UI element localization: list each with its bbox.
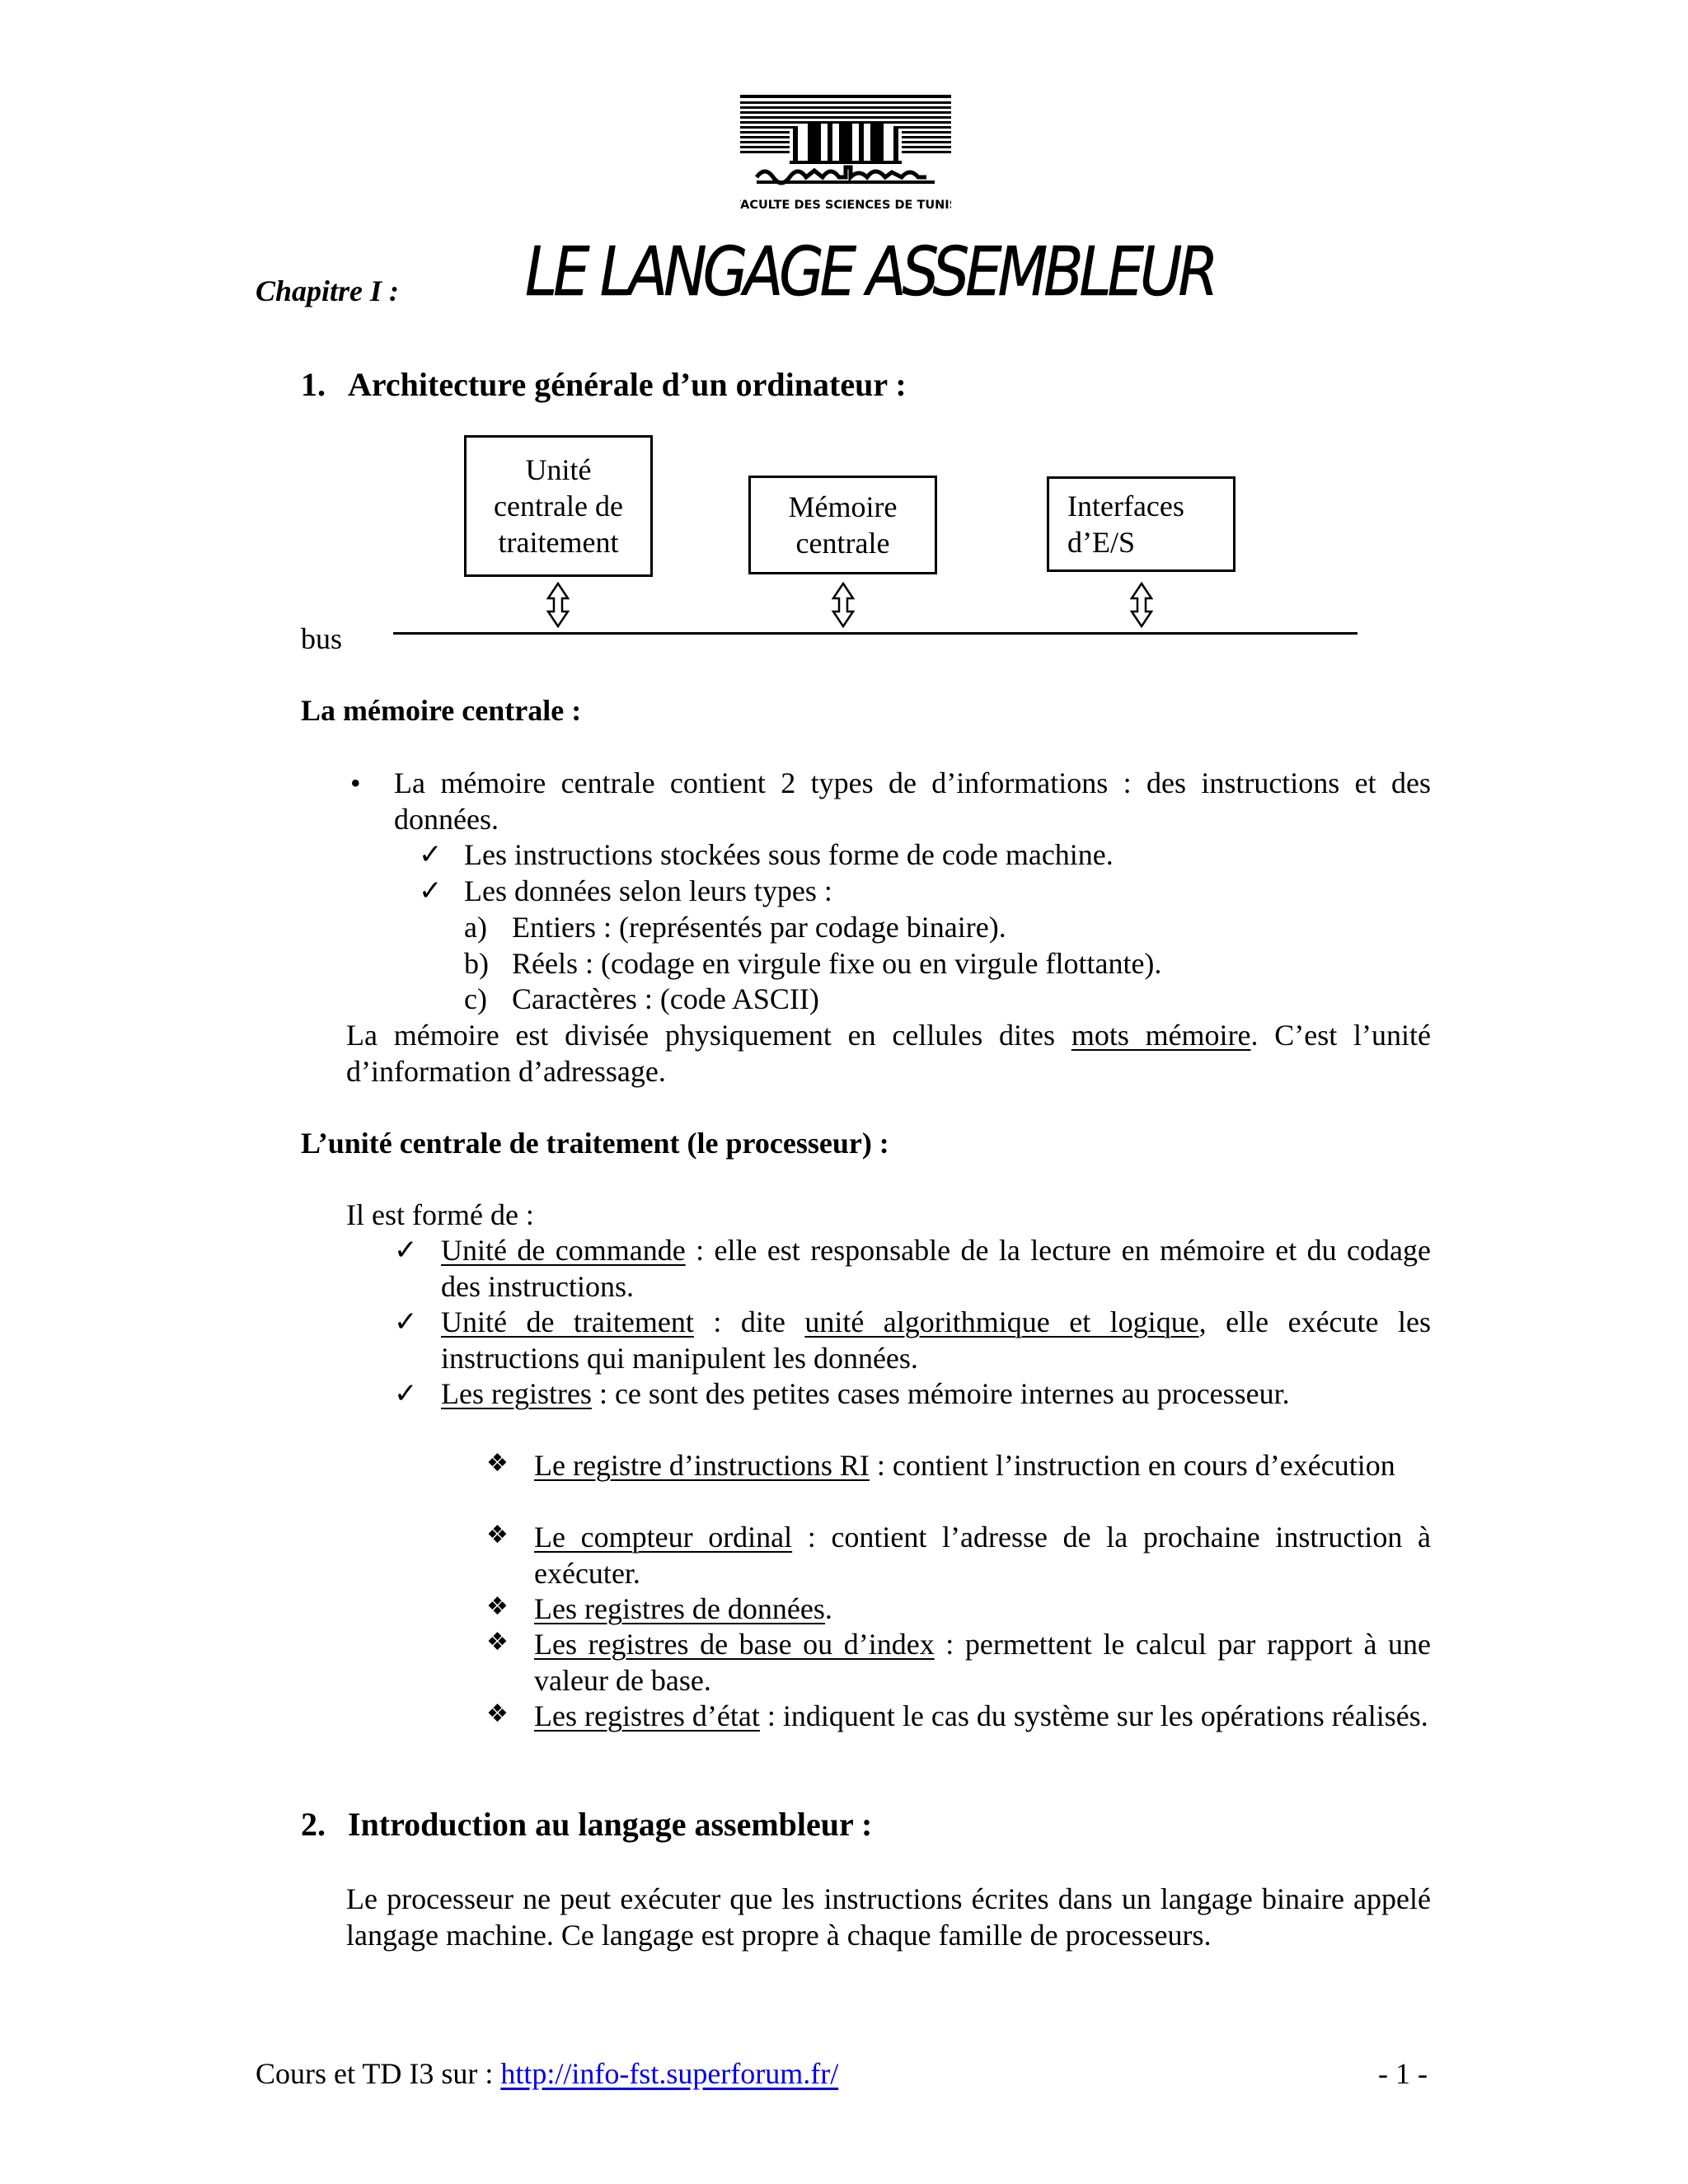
memory-paragraph	[346, 1017, 1431, 1090]
register-item	[534, 1626, 1431, 1699]
list-marker: c)	[464, 982, 487, 1015]
chapter-title: LE LANGAGE ASSEMBLEUR	[525, 233, 1215, 312]
register-desc: : contient l’adresse de la prochaine instruction à exécuter.	[534, 1521, 1432, 1590]
control-unit-term: Unité de commande	[441, 1234, 686, 1267]
logo-caption: FACULTE DES SCIENCES DE TUNIS	[740, 199, 951, 212]
list-marker: a)	[464, 911, 487, 944]
checkmark-icon: ✓	[419, 838, 443, 871]
register-term: Les registres d’état	[534, 1699, 760, 1732]
memory-paragraph-part2: . C’est l’unité d’information d’adressage.	[346, 1019, 1431, 1088]
faculty-logo-icon	[740, 95, 951, 218]
register-term: Le compteur ordinal	[534, 1521, 793, 1554]
diamond-bullet-icon: ❖	[486, 1699, 509, 1728]
registers-term: Les registres	[441, 1377, 592, 1410]
diamond-bullet-icon: ❖	[486, 1592, 509, 1621]
io-box-line2: d’E/S	[1067, 526, 1136, 559]
cpu-box-line2: centrale de	[494, 490, 623, 523]
diamond-bullet-icon: ❖	[486, 1449, 509, 1478]
double-arrow-icon	[831, 582, 856, 628]
bullet-icon: •	[350, 766, 361, 799]
cpu-check1-text: : elle est responsable de la lecture en mémoire et du codage des instructions.	[441, 1234, 1431, 1303]
register-item	[534, 1698, 1431, 1734]
memory-bullet-text: La mémoire centrale contient 2 types de d’informations : des instructions et des données.	[394, 766, 1431, 836]
list-item: Réels : (codage en virgule fixe ou en virgule flottante).	[512, 947, 1162, 980]
cpu-intro: Il est formé de :	[346, 1198, 534, 1231]
cpu-check3	[441, 1376, 1290, 1412]
checkmark-icon: ✓	[394, 1377, 418, 1410]
register-item	[534, 1591, 832, 1627]
section2-paragraph: Le processeur ne peut exécuter que les instructions écrites dans un langage binaire appelé langage machine. Ce langage est propre à chaque famille de processeurs.	[346, 1882, 1431, 1952]
register-term: Les registres de données	[534, 1592, 825, 1625]
section2-title: Introduction au langage assembleur :	[348, 1806, 873, 1843]
list-item: Caractères : (code ASCII)	[512, 982, 819, 1015]
memory-word-term: mots mémoire	[1071, 1019, 1251, 1052]
register-term: Le registre d’instructions RI	[534, 1449, 870, 1482]
double-arrow-icon	[546, 582, 570, 628]
io-box-line1: Interfaces	[1067, 490, 1184, 523]
register-desc: : permettent le calcul par rapport à une valeur de base.	[534, 1628, 1431, 1697]
cpu-box	[464, 435, 653, 577]
cpu-box-line3: traitement	[498, 526, 619, 559]
footer-link[interactable]: http://info-fst.superforum.fr/	[500, 2057, 839, 2090]
cpu-check2-mid: : dite	[693, 1305, 805, 1338]
memory-paragraph-part1: La mémoire est divisée physiquement en cellules dites	[346, 1019, 1071, 1052]
io-box	[1047, 476, 1236, 572]
footer-text	[256, 2055, 838, 2092]
cpu-check1	[441, 1232, 1431, 1305]
register-desc: .	[824, 1592, 832, 1625]
cpu-check2	[441, 1304, 1431, 1376]
checkmark-icon: ✓	[419, 874, 443, 907]
cpu-heading: L’unité centrale de traitement (le processeur) :	[301, 1127, 889, 1160]
alu-term: unité algorithmique et logique	[804, 1305, 1199, 1338]
cpu-check3-text: : ce sont des petites cases mémoire internes au processeur.	[591, 1377, 1290, 1410]
cpu-check2-text: , elle exécute les instructions qui manipulent les données.	[441, 1305, 1431, 1375]
faculty-logo	[740, 95, 951, 218]
register-item	[534, 1447, 1431, 1483]
memory-box-line2: centrale	[795, 527, 890, 560]
register-desc: : indiquent le cas du système sur les opérations réalisés.	[759, 1699, 1428, 1732]
register-desc: : contient l’instruction en cours d’exécution	[869, 1449, 1395, 1482]
memory-box	[748, 476, 937, 574]
footer-prefix: Cours et TD I3 sur :	[256, 2057, 501, 2090]
page-number: - 1 -	[1378, 2057, 1428, 2090]
memory-check2: Les données selon leurs types :	[464, 874, 832, 907]
bus-label: bus	[301, 622, 343, 655]
list-item: Entiers : (représentés par codage binaire).	[512, 911, 1006, 944]
memory-heading: La mémoire centrale :	[301, 694, 582, 727]
chapter-label: Chapitre I :	[256, 274, 400, 307]
double-arrow-icon	[1129, 582, 1154, 628]
section2-number: 2.	[301, 1806, 326, 1843]
diamond-bullet-icon: ❖	[486, 1628, 509, 1657]
register-item	[534, 1519, 1431, 1591]
diamond-bullet-icon: ❖	[486, 1521, 509, 1549]
checkmark-icon: ✓	[394, 1305, 418, 1338]
checkmark-icon: ✓	[394, 1234, 418, 1267]
section1-number: 1.	[301, 366, 326, 403]
cpu-box-line1: Unité	[525, 453, 592, 486]
processing-unit-term: Unité de traitement	[441, 1305, 694, 1338]
memory-check1: Les instructions stockées sous forme de code machine.	[464, 838, 1114, 871]
register-term: Les registres de base ou d’index	[534, 1628, 935, 1661]
memory-box-line1: Mémoire	[788, 490, 898, 523]
list-marker: b)	[464, 947, 489, 980]
bus-line	[393, 632, 1357, 635]
section1-title: Architecture générale d’un ordinateur :	[348, 366, 907, 403]
